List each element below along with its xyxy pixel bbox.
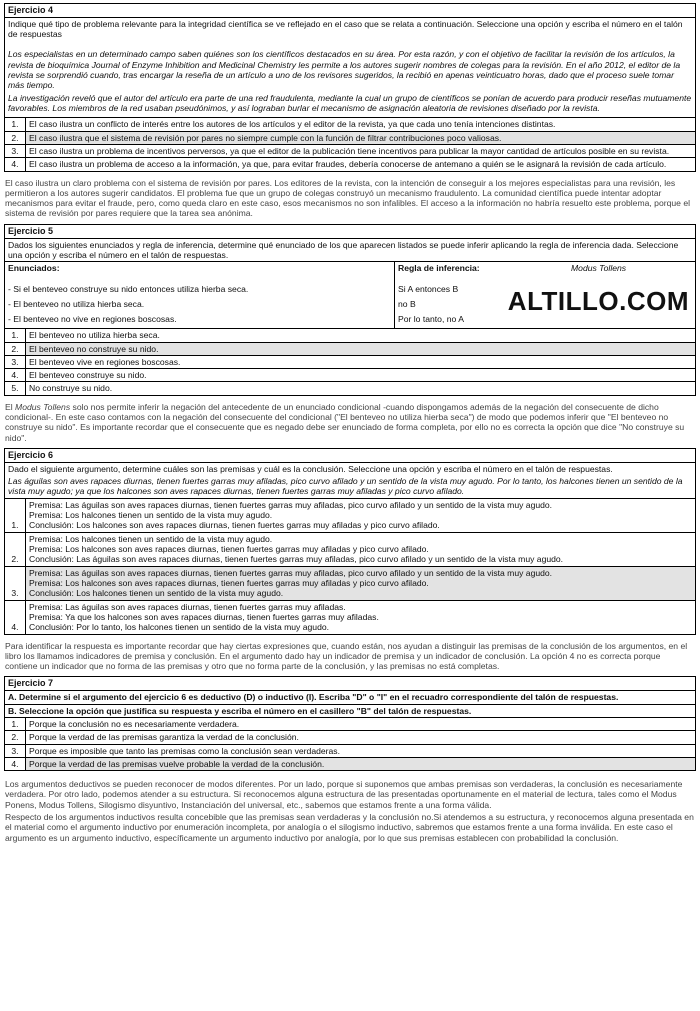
- option-row: 4. El caso ilustra un problema de acceso a la información, ya que, para evitar fraudes, debería conocerse de antemano a quién se le asignará la revisión de cada artículo.: [5, 157, 695, 170]
- option-row: 3. El caso ilustra un problema de incentivos perversos, ya que el editor de la publicación tiene incentivos para publicar la mayor cantidad de artículos posible en su revista.: [5, 144, 695, 157]
- exercise-7-title: Ejercicio 7: [5, 677, 695, 691]
- regla-line: Si A entonces B: [398, 284, 459, 295]
- exercise-4-prompt: Indique qué tipo de problema relevante para la integridad científica se ve reflejado en el caso que se relata a continuación. Seleccione una opción y escriba el número en el talón de respuestas: [8, 18, 683, 40]
- exercise-4-title: Ejercicio 4: [5, 4, 695, 18]
- option-row: 2. El caso ilustra que el sistema de revisión por pares no siempre cumple con la función de filtrar contribuciones poco valiosas.: [5, 131, 695, 144]
- option-row: 1. El caso ilustra un conflicto de interés entre los autores de los artículos y el editor de la revista, ya que cada uno tenía intenciones distintas.: [5, 117, 695, 130]
- option-row: 2. El benteveo no construye su nido.: [5, 342, 695, 355]
- regla-line: no B: [398, 299, 416, 310]
- exercise-4-case-1: Los especialistas en un determinado campo saben quiénes son los científicos destacados en su área. Por esta razón, y con el objetivo de facilitar la revisión de los artículos, la revista de bioquímica Journal of Enzyme Inhibition and Medicinal Chemistry les permite a los autores sugerir nombres de colegas para la revisión. En el año 2012, el editor de la revista se sorprendió cuando, tras encargar la reseña de un artículo a uno de los revisores sugeridos, la recibió en apenas veinticuatro horas, dado que el proceso suele tomar más tiempo.: [8, 49, 681, 91]
- enunciado: - Si el benteveo construye su nido entonces utiliza hierba seca.: [8, 284, 249, 295]
- exercise-4: [4, 3, 696, 172]
- exercise-7-part-a: A. Determine si el argumento del ejercicio 6 es deductivo (D) o inductivo (I). Escriba "D" o "I" en el recuadro correspondiente del talón de respuestas.: [5, 691, 695, 704]
- regla-line: Por lo tanto, no A: [398, 314, 464, 325]
- option-row: 3. El benteveo vive en regiones boscosas.: [5, 355, 695, 368]
- option-row: 1. Porque la conclusión no es necesariamente verdadera.: [5, 717, 695, 730]
- option-row: 4. Porque la verdad de las premisas vuelve probable la verdad de la conclusión.: [5, 757, 695, 770]
- regla-label: Regla de inferencia:: [398, 263, 480, 274]
- exercise-6-prompt: Dado el siguiente argumento, determine cuáles son las premisas y cuál es la conclusión. Seleccione una opción y escriba el número en el talón de respuestas.: [8, 463, 613, 474]
- regla-name: Modus Tollens: [571, 263, 627, 274]
- exercise-6: [4, 448, 696, 634]
- altillo-logo: ALTILLO.COM: [507, 286, 689, 317]
- option-row: 2. Premisa: Los halcones tienen un sentido de la vista muy agudo. Premisa: Los halcones son aves rapaces diurnas, tienen fuertes garras muy afiladas y pico curvo afilado. Conclusión: Las águilas son aves rapaces diurnas, tienen fuertes garras muy afiladas, pico curvo afilado y un sentido de la vista muy agudo.: [5, 532, 695, 566]
- exercise-7: [4, 676, 696, 771]
- option-row: 1. Premisa: Las águilas son aves rapaces diurnas, tienen fuertes garras muy afiladas, pico curvo afilado y un sentido de la vista muy agudo. Premisa: Los halcones tienen un sentido de la vista muy agudo. Conclusión: Los halcones son aves rapaces diurnas, tienen fuertes garras muy afiladas y pico curvo afilado.: [5, 498, 695, 532]
- exercise-4-case-2: La investigación reveló que el autor del artículo era parte de una red fraudulenta, mediante la cual un grupo de científicos se ponían de acuerdo para producir reseñas mutuamente favorables. Los miembros de la red usaban pseudónimos, y así lograban burlar el mecanismo de asignación aleatoria de revisiones diseñado por la revista.: [8, 92, 692, 113]
- exercise-7-part-b: B. Seleccione la opción que justifica su respuesta y escriba el número en el casillero "B" del talón de respuestas.: [8, 705, 472, 716]
- exercise-6-argument: Las águilas son aves rapaces diurnas, tienen fuertes garras muy afiladas, pico curvo afilado y un sentido de la vista muy agudo. Por lo tanto, los halcones tienen un sentido de la vista muy agudo; ya que los halcones son aves rapaces diurnas, tienen fuertes garras muy afiladas y pico curvo afilado.: [8, 476, 683, 497]
- option-row: 2. Porque la verdad de las premisas garantiza la verdad de la conclusión.: [5, 730, 695, 743]
- exercise-5-prompt: Dados los siguientes enunciados y regla de inferencia, determine qué enunciado de los que aparecen listados se puede inferir aplicando la regla de inferencia dada. Seleccione una opción y escriba el número en el talón de respuestas.: [8, 239, 679, 260]
- premises-table: [5, 261, 695, 328]
- option-row: 3. Porque es imposible que tanto las premisas como la conclusión sean verdaderas.: [5, 744, 695, 757]
- option-row: 3. Premisa: Las águilas son aves rapaces diurnas, tienen fuertes garras muy afiladas, pico curvo afilado y un sentido de la vista muy agudo. Premisa: Los halcones son aves rapaces diurnas, tienen fuertes garras muy afiladas y pico curvo afilado. Conclusión: Los halcones tienen un sentido de la vista muy agudo.: [5, 566, 695, 600]
- exercise-5-explanation: El Modus Tollens solo nos permite inferir la negación del antecedente de un enunciado condicional -cuando dispongamos además de la negación del consecuente de dicho condicional-. En este caso contamos con la negación del consecuente del condicional ("El benteveo no utiliza hierba seca") de modo que podemos inferir que "El benteveo no construye su nido". Es importante recordar que el consecuente que es negado debe ser enunciado de forma completa, por ello no es correcta la opción que dice "No construye su nido".: [5, 401, 685, 443]
- enunciado: - El benteveo no vive en regiones boscosas.: [8, 314, 177, 325]
- exercise-4-explanation: El caso ilustra un claro problema con el sistema de revisión por pares. Los editores de la revista, con la intención de conseguir a los mejores especialistas para una revisión, les permitieron a los autores sugerir candidatos. El problema fue que un grupo de colegas construyó un mecanismo fraudulento. La comunidad científica puede intentar adoptar mecanismos para evitar el fraude, pero, como queda claro en este caso, esos mecanismos no son infalibles. El acceso a la información no habría resuelto este problema, porque el sistema de revisión por pares requiere que la tarea sea anónima.: [5, 177, 691, 219]
- option-row: 1. El benteveo no utiliza hierba seca.: [5, 328, 695, 341]
- option-row: 5. No construye su nido.: [5, 381, 695, 394]
- exercise-5: [4, 224, 696, 396]
- option-row: 4. Premisa: Las águilas son aves rapaces diurnas, tienen fuertes garras muy afiladas. Premisa: Ya que los halcones son aves rapaces diurnas, tienen fuertes garras muy afiladas. Conclusión: Por lo tanto, los halcones tienen un sentido de la vista muy agudo.: [5, 600, 695, 634]
- option-row: 4. El benteveo construye su nido.: [5, 368, 695, 381]
- exercise-7-explanation-2: Respecto de los argumentos inductivos resulta concebible que las premisas sean verdaderas y la conclusión no.Si atendemos a su estructura, y reconocemos alguna presentada en el material como el argumento inductivo por enumeración incompleta, por analogía o el silogismo inductivo, sabremos que estamos frente a una forma inválida. En este caso el argumento es un argumento inductivo, específicamente un argumento inductivo por analogía, por lo que sus premisas establecen con probabilidad la conclusión.: [5, 812, 694, 843]
- document-page: [4, 3, 696, 845]
- exercise-5-title: Ejercicio 5: [5, 225, 695, 239]
- enunciados-label: Enunciados:: [8, 263, 60, 274]
- exercise-6-title: Ejercicio 6: [5, 449, 695, 463]
- exercise-6-explanation: Para identificar la respuesta es importante recordar que hay ciertas expresiones que, cuando están, nos ayudan a distinguir las premisas de la conclusión de los argumentos, en el libro los llamamos indicadores de premisa y conclusión. En el argumento dado hay un indicador de premisa y un indicador de conclusión. La opción 4 no es correcta porque contiene un indicador que no forma de las premisas y otro que no forma parte de la conclusión, y las premisas no está completas.: [5, 640, 688, 672]
- exercise-7-explanation-1: Los argumentos deductivos se pueden reconocer de modos diferentes. Por un lado, porque si suponemos que ambas premisas son verdaderas, la conclusión es necesariamente verdadera. Por otro lado, podemos atender a su estructura. Si reconocemos alguna estructura de las presentadas oportunamente en el material de lectura, tales como el Modus Ponens, Modus Tollens, Silogismo disyuntivo, Instanciación del universal, etc., sabemos que estamos frente a una forma válida.: [5, 779, 683, 810]
- enunciado: - El benteveo no utiliza hierba seca.: [8, 299, 145, 310]
